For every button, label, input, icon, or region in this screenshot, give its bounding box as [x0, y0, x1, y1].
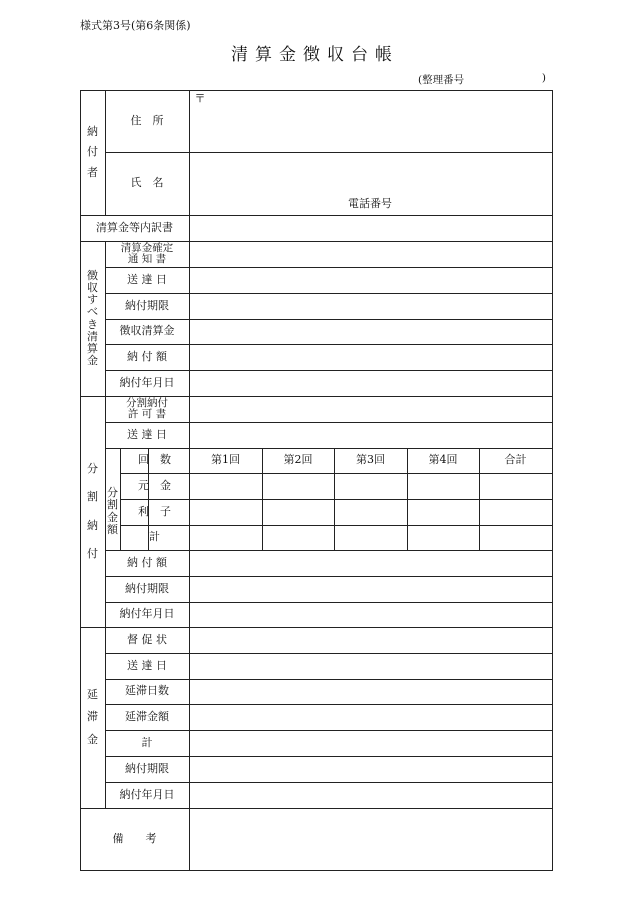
installment-column-header: 第2回 [283, 453, 313, 467]
delinquency-row-field[interactable] [189, 653, 552, 679]
collectible-row-field[interactable] [189, 344, 552, 370]
reference-number-field [418, 72, 546, 87]
installment-row-label: 納 付 額 [127, 555, 167, 569]
installment-amount-cell[interactable] [334, 499, 407, 525]
installment-row-field[interactable] [189, 550, 552, 576]
collectible-row-field[interactable] [189, 241, 552, 267]
collectible-row-field[interactable] [189, 293, 552, 319]
reference-number-close: ) [541, 72, 546, 84]
ledger-table [80, 90, 552, 870]
table-border-right [552, 90, 553, 870]
delinquency-row-label: 督 促 状 [127, 632, 167, 646]
collectible-group-label: 徴 収 す べ き 清 算 金 [87, 269, 98, 367]
installment-row-label: 納付期限 [125, 581, 169, 595]
installment-row-label: 納付年月日 [119, 607, 175, 621]
delinquency-row-label: 納付年月日 [119, 787, 175, 801]
phone-field[interactable] [430, 194, 552, 214]
installment-permit-field[interactable] [189, 396, 552, 422]
delinquency-row-label: 計 [141, 735, 153, 749]
collectible-row-label: 徴収清算金 [119, 324, 175, 338]
installment-amount-row-label: 利 子 [138, 504, 171, 518]
installment-permit-label: 分割納付 許 可 書 [126, 396, 168, 420]
address-field[interactable] [209, 90, 552, 152]
installment-amount-cell[interactable] [479, 473, 552, 499]
form-number: 様式第3号(第6条関係) [80, 19, 191, 32]
breakdown-label: 清算金等内訳書 [96, 220, 173, 234]
delinquency-row-field[interactable] [189, 782, 552, 808]
installment-amount-cell[interactable] [189, 525, 262, 550]
remarks-label: 備 考 [112, 831, 157, 845]
installment-amount-cell[interactable] [262, 525, 334, 550]
postal-mark-icon: 〒 [194, 91, 206, 105]
installment-amount-cell[interactable] [407, 525, 479, 550]
installment-amount-cell[interactable] [262, 499, 334, 525]
installment-amount-cell[interactable] [334, 473, 407, 499]
installment-column-header: 第3回 [356, 453, 385, 467]
delinquency-row-field[interactable] [189, 627, 552, 653]
page-title: 清算金徴収台帳 [231, 45, 399, 65]
collectible-row-label: 納付年月日 [119, 375, 175, 389]
address-label: 住 所 [130, 113, 164, 127]
delinquency-row-field[interactable] [189, 704, 552, 730]
installment-amount-cell[interactable] [479, 525, 552, 550]
collectible-row-field[interactable] [189, 319, 552, 344]
phone-label: 電話番号 [348, 196, 392, 210]
installment-amount-row-label: 元 金 [138, 478, 171, 492]
collectible-row-label: 納 付 額 [127, 349, 167, 363]
installment-amount-cell[interactable] [189, 473, 262, 499]
installment-delivery-field[interactable] [189, 422, 552, 448]
installment-amount-cell[interactable] [407, 499, 479, 525]
delinquency-row-field[interactable] [189, 756, 552, 782]
installment-column-header: 第4回 [428, 453, 458, 467]
collectible-row-field[interactable] [189, 267, 552, 293]
installment-column-header: 第1回 [211, 453, 240, 467]
installment-amount-cell[interactable] [262, 473, 334, 499]
reference-number-label: (整理番号 [418, 74, 465, 86]
breakdown-field[interactable] [189, 215, 552, 241]
installment-amount-cell[interactable] [189, 499, 262, 525]
collectible-row-label: 清算金確定 通 知 書 [120, 241, 174, 265]
installment-count-label: 回 数 [138, 453, 171, 467]
collectible-row-label: 送 達 日 [127, 272, 167, 286]
delinquency-row-label: 納付期限 [125, 761, 169, 775]
name-label: 氏 名 [130, 176, 164, 190]
installment-row-field[interactable] [189, 602, 552, 627]
installment-row-field[interactable] [189, 576, 552, 602]
delinquency-row-field[interactable] [189, 730, 552, 756]
installment-group-label: 分 割 納 付 [87, 462, 98, 560]
remarks-field[interactable] [189, 808, 552, 870]
installment-amount-group-label: 分 割 金 額 [107, 486, 118, 536]
delinquency-row-label: 延滞金額 [125, 709, 169, 723]
table-border-bottom [80, 870, 553, 871]
delinquency-row-field[interactable] [189, 679, 552, 704]
installment-amount-cell[interactable] [407, 473, 479, 499]
installment-amount-cell[interactable] [334, 525, 407, 550]
installment-amount-row-label: 計 [149, 530, 160, 544]
delinquency-row-label: 送 達 日 [127, 658, 167, 672]
delinquency-row-label: 延滞日数 [125, 684, 169, 698]
payer-group-label: 納 付 者 [87, 125, 98, 179]
delinquency-group-label: 延 滞 金 [87, 688, 98, 746]
installment-delivery-label: 送 達 日 [127, 427, 167, 441]
installment-column-header: 合計 [504, 453, 527, 467]
collectible-row-field[interactable] [189, 370, 552, 396]
installment-amount-cell[interactable] [479, 499, 552, 525]
collectible-row-label: 納付期限 [125, 298, 169, 312]
